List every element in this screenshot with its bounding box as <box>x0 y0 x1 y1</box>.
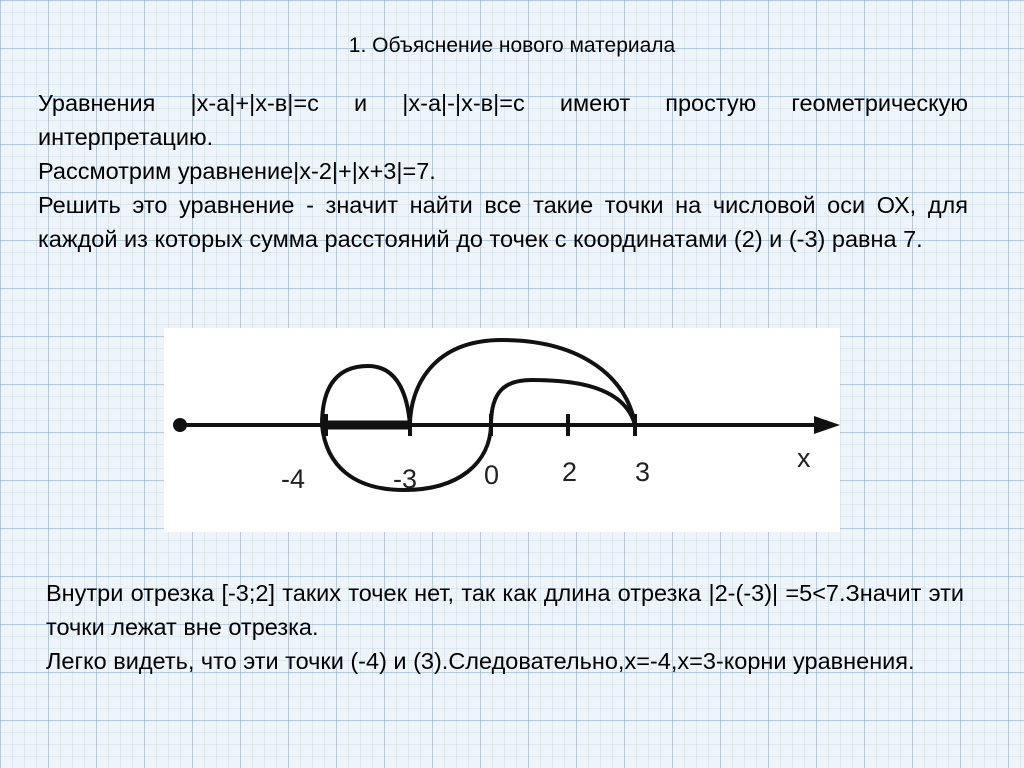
tick-label-0: 0 <box>484 460 500 490</box>
intro-paragraph-equations: Уравнения |x-a|+|x-в|=c и |x-a|-|x-в|=c имеют простую геометрическую интерпретацию. <box>38 90 968 150</box>
intro-paragraph-example: Рассмотрим уравнение|x-2|+|x+3|=7. <box>38 158 436 184</box>
slide-title: 1. Объяснение нового материала <box>348 34 676 57</box>
arc-0-to-3 <box>491 380 635 425</box>
number-line-diagram <box>164 328 840 532</box>
conclusion-paragraph-roots: Легко видеть, что эти точки (-4) и (3).Следовательно,x=-4,x=3-корни уравнения. <box>46 648 915 674</box>
tick-label-2: 2 <box>562 457 578 487</box>
axis-start-dot <box>173 418 187 432</box>
tick-label-minus3: -3 <box>393 464 418 494</box>
tick-label-minus4: -4 <box>281 464 306 494</box>
tick-label-3: 3 <box>635 457 651 487</box>
conclusion-paragraph-segment: Внутри отрезка [-3;2] таких точек нет, так как длина отрезка |2-(-3)| =5<7.Значит эти точки лежат вне отрезка. <box>46 580 964 640</box>
number-line-svg <box>164 328 840 532</box>
arc-minus4-to-minus3 <box>322 366 410 425</box>
axis-label-x: x <box>797 443 811 473</box>
conclusion-text <box>46 576 964 678</box>
intro-text <box>38 86 968 256</box>
intro-paragraph-meaning: Решить это уравнение - значит найти все такие точки на числовой оси ОХ, для каждой из которых сумма расстояний до точек с координатами (2) и (-3) равна 7. <box>38 192 968 252</box>
axis-arrow <box>814 416 840 434</box>
